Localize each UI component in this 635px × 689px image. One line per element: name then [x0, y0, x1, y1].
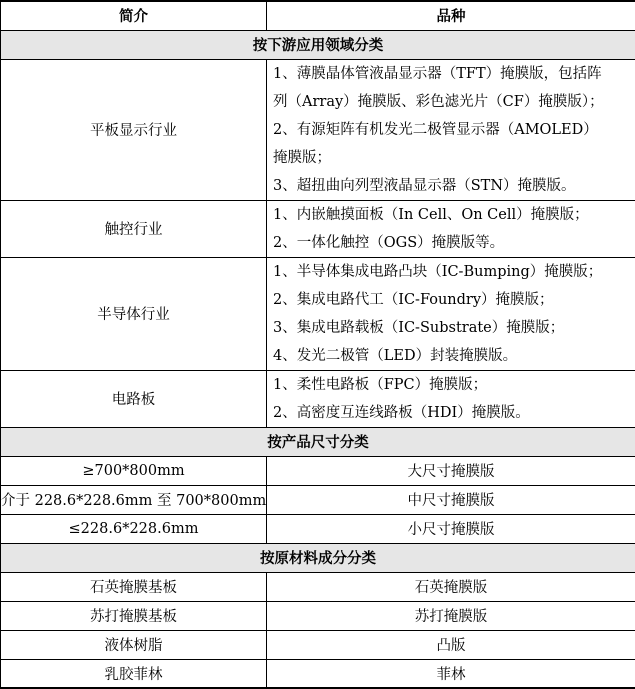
variety-line: 2、有源矩阵有机发光二极管显示器（AMOLED）: [273, 116, 629, 144]
table-row: [1, 485, 635, 514]
table-row: [1, 630, 635, 659]
table-row: [1, 601, 635, 630]
variety-line: 1、半导体集成电路凸块（IC-Bumping）掩膜版；: [273, 258, 629, 286]
variety-line: 2、高密度互连线路板（HDI）掩膜版。: [273, 399, 629, 427]
variety-cell: [267, 59, 635, 200]
table-row: [1, 200, 635, 257]
variety-line: 3、集成电路载板（IC-Substrate）掩膜版；: [273, 314, 629, 342]
section-title-material: 按原材料成分分类: [1, 543, 635, 572]
size-product-cell: 小尺寸掩膜版: [267, 514, 635, 543]
category-cell: 平板显示行业: [1, 59, 267, 200]
section-row: [1, 543, 635, 572]
category-cell: 半导体行业: [1, 257, 267, 370]
table-row: [1, 659, 635, 688]
section-title-application: 按下游应用领域分类: [1, 30, 635, 59]
size-range-cell: 介于 228.6*228.6mm 至 700*800mm: [1, 485, 267, 514]
table-row: [1, 257, 635, 370]
category-cell: 触控行业: [1, 200, 267, 257]
size-product-cell: 大尺寸掩膜版: [267, 456, 635, 485]
table-row: [1, 370, 635, 427]
material-cell: 乳胶菲林: [1, 659, 267, 688]
variety-line: 4、发光二极管（LED）封装掩膜版。: [273, 342, 629, 370]
material-product-cell: 石英掩膜版: [267, 572, 635, 601]
variety-line: 3、超扭曲向列型液晶显示器（STN）掩膜版。: [273, 172, 629, 200]
category-cell: 电路板: [1, 370, 267, 427]
header-intro: 简介: [1, 1, 267, 30]
material-cell: 石英掩膜基板: [1, 572, 267, 601]
variety-line: 1、柔性电路板（FPC）掩膜版；: [273, 371, 629, 399]
variety-line: 列（Array）掩膜版、彩色滤光片（CF）掩膜版）；: [273, 88, 629, 116]
size-product-cell: 中尺寸掩膜版: [267, 485, 635, 514]
variety-line: 1、内嵌触摸面板（In Cell、On Cell）掩膜版；: [273, 201, 629, 229]
material-product-cell: 苏打掩膜版: [267, 601, 635, 630]
header-variety: 品种: [267, 1, 635, 30]
table-row: [1, 514, 635, 543]
variety-line: 1、薄膜晶体管液晶显示器（TFT）掩膜版，包括阵: [273, 60, 629, 88]
section-row: [1, 30, 635, 59]
section-title-size: 按产品尺寸分类: [1, 427, 635, 456]
size-range-cell: ≤228.6*228.6mm: [1, 514, 267, 543]
header-row: [1, 1, 635, 30]
material-product-cell: 凸版: [267, 630, 635, 659]
variety-line: 掩膜版；: [273, 144, 629, 172]
material-product-cell: 菲林: [267, 659, 635, 688]
variety-line: 2、集成电路代工（IC-Foundry）掩膜版；: [273, 286, 629, 314]
variety-cell: [267, 370, 635, 427]
variety-cell: [267, 257, 635, 370]
size-range-cell: ≥700*800mm: [1, 456, 267, 485]
variety-cell: [267, 200, 635, 257]
table-row: [1, 59, 635, 200]
material-cell: 苏打掩膜基板: [1, 601, 267, 630]
material-cell: 液体树脂: [1, 630, 267, 659]
variety-line: 2、一体化触控（OGS）掩膜版等。: [273, 229, 629, 257]
table-row: [1, 456, 635, 485]
table-row: [1, 572, 635, 601]
section-row: [1, 427, 635, 456]
